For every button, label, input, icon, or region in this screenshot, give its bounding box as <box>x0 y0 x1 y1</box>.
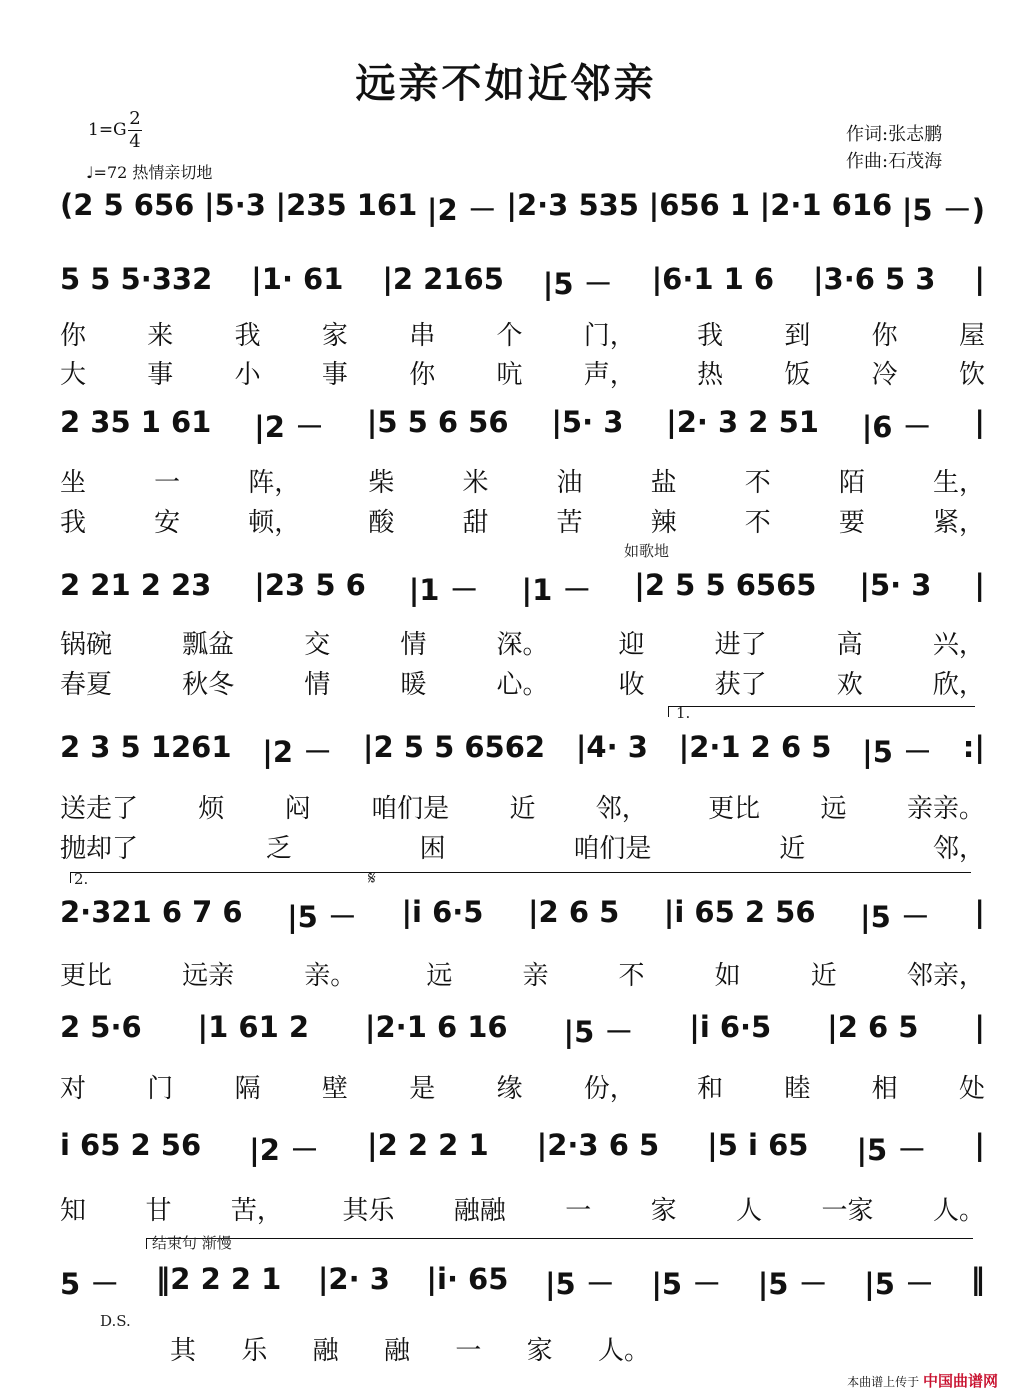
measure: | <box>974 568 985 602</box>
lyric-word: 隔 <box>234 1074 261 1104</box>
lyric-word: 陌 <box>838 468 865 498</box>
lyric-word: 相 <box>871 1074 898 1104</box>
measure: |2·1 616 <box>759 188 893 222</box>
lyric-word: 家 <box>526 1336 553 1366</box>
measure: |2 6 5 <box>527 895 620 929</box>
lyric-word: 睦 <box>784 1074 811 1104</box>
measure: |2 － <box>249 1133 320 1167</box>
music-line <box>60 730 985 771</box>
lyric-word: 交 <box>304 630 331 660</box>
measure: |2· 3 2 51 <box>666 405 819 439</box>
lyric-word: 乐 <box>241 1336 268 1366</box>
lyric-word: 近 <box>810 961 837 991</box>
lyric-word: 饮 <box>958 360 985 390</box>
lyric-word: 缘 <box>496 1074 523 1104</box>
lyric-word: 大 <box>60 360 87 390</box>
lyric-word: 困 <box>419 834 446 864</box>
measure: (2 5 656 <box>60 188 195 222</box>
measure: |6·1 1 6 <box>651 262 775 296</box>
measure: |5 i 65 <box>707 1128 809 1162</box>
lyric-word: 我 <box>60 508 87 538</box>
lyric-line <box>60 1190 985 1227</box>
lyric-word: 深。 <box>496 630 549 660</box>
lyric-word: 融 <box>383 1336 410 1366</box>
lyric-word: 生， <box>932 468 985 498</box>
lyric-line <box>170 1330 650 1367</box>
lyric-word: 收 <box>618 670 645 700</box>
music-line <box>60 188 985 229</box>
segno-sign: 𝄋 <box>368 868 376 889</box>
lyric-word: 暖 <box>400 670 427 700</box>
measure: |1 － <box>408 573 479 607</box>
footer-prefix: 本曲谱上传于 <box>847 1375 920 1389</box>
measure: |4· 3 <box>575 730 648 764</box>
lyric-word: 烦 <box>198 794 225 824</box>
measure: |2 2165 <box>382 262 504 296</box>
song-title: 远亲不如近邻亲 <box>355 61 657 107</box>
measure: |i 6·5 <box>401 895 484 929</box>
lyric-word: 人。 <box>597 1336 650 1366</box>
lyric-word: 安 <box>154 508 181 538</box>
lyric-line <box>60 664 985 701</box>
measure: 2 21 2 23 <box>60 568 212 602</box>
lyric-line <box>60 955 985 992</box>
lyric-word: 盐 <box>650 468 677 498</box>
lyric-line <box>60 315 985 352</box>
measure: |2 5 5 6565 <box>634 568 817 602</box>
lyric-word: 远 <box>820 794 847 824</box>
measure: |23 5 6 <box>254 568 366 602</box>
music-line <box>60 1128 985 1169</box>
singing-direction: 如歌地 <box>624 542 670 560</box>
key-signature: 1=G <box>88 120 127 140</box>
measure: |2 5 5 6562 <box>362 730 546 764</box>
footer <box>847 1370 998 1391</box>
measure: |5·3 <box>203 188 266 222</box>
lyric-word: 咱们是 <box>573 834 652 864</box>
first-ending-bracket <box>668 706 975 717</box>
lyric-word: 心。 <box>496 670 549 700</box>
measure: |5 － <box>542 267 613 301</box>
music-line <box>60 1262 985 1303</box>
measure: |5 － <box>862 735 933 769</box>
lyric-word: 柴 <box>368 468 395 498</box>
measure: |i· 65 <box>426 1262 509 1296</box>
measure: |1 － <box>521 573 592 607</box>
lyric-word: 高 <box>836 630 863 660</box>
lyric-word: 个 <box>496 321 523 351</box>
lyric-line <box>60 502 985 539</box>
measure: |656 1 <box>648 188 751 222</box>
lyric-word: 事 <box>321 360 348 390</box>
music-line <box>60 568 985 609</box>
lyric-word: 其 <box>170 1336 197 1366</box>
lyric-word: 秋冬 <box>182 670 235 700</box>
measure: |5 － <box>757 1267 828 1301</box>
lyric-word: 家 <box>321 321 348 351</box>
measure: |2·3 6 5 <box>536 1128 660 1162</box>
final-phrase-bracket <box>146 1238 973 1249</box>
measure: |5 － <box>864 1267 934 1301</box>
lyric-word: 辣 <box>650 508 677 538</box>
lyric-word: 锅碗 <box>60 630 113 660</box>
lyric-word: 门， <box>583 321 636 351</box>
lyric-word: 甘 <box>145 1196 172 1226</box>
lyric-line <box>60 788 985 825</box>
measure: |i 65 2 56 <box>663 895 816 929</box>
measure: ‖2 2 2 1 <box>155 1262 282 1296</box>
lyric-word: 一家 <box>821 1196 874 1226</box>
measure: |2 6 5 <box>827 1010 919 1044</box>
lyric-word: 如 <box>714 961 741 991</box>
ds-marking: D.S. <box>100 1312 131 1330</box>
measure: |5 － <box>856 1133 927 1167</box>
lyric-word: 我 <box>697 321 724 351</box>
lyric-word: 一 <box>565 1196 592 1226</box>
lyric-word: 酸 <box>368 508 395 538</box>
measure: 2 3 5 1261 <box>60 730 232 764</box>
lyric-word: 送走了 <box>60 794 139 824</box>
lyric-word: 闷 <box>284 794 311 824</box>
lyric-word: 门 <box>147 1074 174 1104</box>
lyric-word: 知 <box>60 1196 87 1226</box>
measure: |3·6 5 3 <box>812 262 936 296</box>
lyric-word: 远 <box>426 961 453 991</box>
measure: |2 2 2 1 <box>367 1128 489 1162</box>
lyric-word: 更比 <box>60 961 113 991</box>
time-signature <box>128 108 142 153</box>
measure: 5 － <box>60 1267 120 1301</box>
lyric-word: 亲 <box>522 961 549 991</box>
lyric-word: 迎 <box>618 630 645 660</box>
lyric-word: 瓢盆 <box>182 630 235 660</box>
lyric-word: 亲。 <box>304 961 357 991</box>
lyric-word: 和 <box>697 1074 724 1104</box>
music-line <box>60 1010 985 1051</box>
measure: |2·1 6 16 <box>364 1010 508 1044</box>
lyric-word: 远亲 <box>182 961 235 991</box>
second-ending-bracket <box>70 872 971 883</box>
first-ending-label: 1. <box>676 704 691 722</box>
lyric-word: 是 <box>409 1074 436 1104</box>
lyric-word: 乏 <box>265 834 292 864</box>
measure: |5· 3 <box>551 405 624 439</box>
composer-credit: 作曲:石茂海 <box>846 151 943 172</box>
lyric-word: 不 <box>744 468 771 498</box>
lyric-word: 来 <box>147 321 174 351</box>
lyric-word: 油 <box>556 468 583 498</box>
lyric-word: 顿， <box>248 508 301 538</box>
measure: | <box>974 262 985 296</box>
lyric-line <box>60 1068 985 1105</box>
lyric-line <box>60 462 985 499</box>
lyric-word: 春夏 <box>60 670 113 700</box>
lyric-word: 壁 <box>321 1074 348 1104</box>
lyric-word: 冷 <box>871 360 898 390</box>
measure: |6 － <box>861 410 932 444</box>
lyric-word: 热 <box>697 360 724 390</box>
lyric-word: 到 <box>784 321 811 351</box>
lyric-word: 不 <box>618 961 645 991</box>
lyric-line <box>60 624 985 661</box>
measure: :| <box>962 730 985 764</box>
measure: | <box>974 895 985 929</box>
measure: |1 61 2 <box>197 1010 310 1044</box>
lyric-word: 融融 <box>453 1196 506 1226</box>
measure: |5 － <box>563 1015 634 1049</box>
measure: |i 6·5 <box>689 1010 772 1044</box>
lyric-word: 不 <box>744 508 771 538</box>
lyric-word: 处 <box>958 1074 985 1104</box>
lyric-word: 其乐 <box>342 1196 395 1226</box>
measure: | <box>974 1010 985 1044</box>
lyric-word: 更比 <box>708 794 761 824</box>
measure: |5 5 6 56 <box>366 405 509 439</box>
measure: | <box>974 1128 985 1162</box>
lyric-word: 份， <box>583 1074 636 1104</box>
music-line <box>60 895 985 936</box>
lyric-word: 近 <box>509 794 536 824</box>
lyric-word: 邻， <box>932 834 985 864</box>
measure: |2· 3 <box>317 1262 390 1296</box>
lyric-word: 坐 <box>60 468 87 498</box>
lyric-word: 你 <box>871 321 898 351</box>
time-signature-bottom: 4 <box>129 131 141 152</box>
tempo-marking: ♩=72 热情亲切地 <box>86 163 213 182</box>
time-signature-top: 2 <box>129 108 141 129</box>
measure: ‖ <box>970 1262 985 1296</box>
lyric-line <box>60 828 985 865</box>
music-line <box>60 262 985 303</box>
lyric-word: 兴， <box>932 630 985 660</box>
lyric-line <box>60 354 985 391</box>
measure: 2·321 6 7 6 <box>60 895 243 929</box>
lyric-word: 欢 <box>836 670 863 700</box>
lyric-word: 紧， <box>932 508 985 538</box>
measure: |5 － <box>860 900 930 934</box>
lyric-word: 阵， <box>248 468 301 498</box>
measure: |235 161 <box>275 188 418 222</box>
lyric-word: 饭 <box>784 360 811 390</box>
lyric-word: 亲亲。 <box>906 794 985 824</box>
lyricist-credit: 作词:张志鹏 <box>846 124 943 145</box>
lyric-word: 人 <box>736 1196 763 1226</box>
lyric-word: 邻， <box>595 794 648 824</box>
measure: |2 － <box>426 193 497 227</box>
measure: |2·1 2 6 5 <box>678 730 832 764</box>
measure: |5 － <box>544 1267 615 1301</box>
lyric-word: 近 <box>779 834 806 864</box>
lyric-word: 吭 <box>496 360 523 390</box>
lyric-word: 情 <box>304 670 331 700</box>
measure: |5· 3 <box>859 568 932 602</box>
lyric-word: 你 <box>60 321 87 351</box>
measure: 5 5 5·332 <box>60 262 213 296</box>
lyric-word: 一 <box>154 468 181 498</box>
lyric-word: 小 <box>234 360 261 390</box>
lyric-word: 一 <box>455 1336 482 1366</box>
measure: |2·3 535 <box>506 188 639 222</box>
lyric-word: 事 <box>147 360 174 390</box>
lyric-word: 抛却了 <box>60 834 139 864</box>
measure: |5 －) <box>901 193 985 227</box>
lyric-word: 苦， <box>230 1196 283 1226</box>
measure: |2 － <box>262 735 333 769</box>
lyric-word: 你 <box>409 360 436 390</box>
lyric-word: 米 <box>462 468 489 498</box>
measure: |5 － <box>287 900 357 934</box>
lyric-word: 要 <box>838 508 865 538</box>
measure: |5 － <box>651 1267 722 1301</box>
second-ending-label: 2. <box>74 870 89 888</box>
footer-site: 中国曲谱网 <box>922 1372 998 1390</box>
final-phrase-direction: 结束句 渐慢 <box>152 1234 232 1252</box>
lyric-word: 我 <box>234 321 261 351</box>
measure: |2 － <box>254 410 324 444</box>
measure: 2 35 1 61 <box>60 405 212 439</box>
lyric-word: 声， <box>583 360 636 390</box>
measure: |1· 61 <box>251 262 344 296</box>
lyric-word: 苦 <box>556 508 583 538</box>
measure: | <box>974 405 985 439</box>
lyric-word: 咱们是 <box>371 794 450 824</box>
lyric-word: 欣， <box>932 670 985 700</box>
lyric-word: 获了 <box>714 670 767 700</box>
lyric-word: 邻亲， <box>906 961 985 991</box>
lyric-word: 甜 <box>462 508 489 538</box>
music-line <box>60 405 985 446</box>
lyric-word: 进了 <box>714 630 767 660</box>
measure: i 65 2 56 <box>60 1128 202 1162</box>
lyric-word: 情 <box>400 630 427 660</box>
lyric-word: 融 <box>312 1336 339 1366</box>
lyric-word: 对 <box>60 1074 87 1104</box>
measure: 2 5·6 <box>60 1010 142 1044</box>
lyric-word: 人。 <box>932 1196 985 1226</box>
lyric-word: 屋 <box>958 321 985 351</box>
lyric-word: 串 <box>409 321 436 351</box>
lyric-word: 家 <box>650 1196 677 1226</box>
